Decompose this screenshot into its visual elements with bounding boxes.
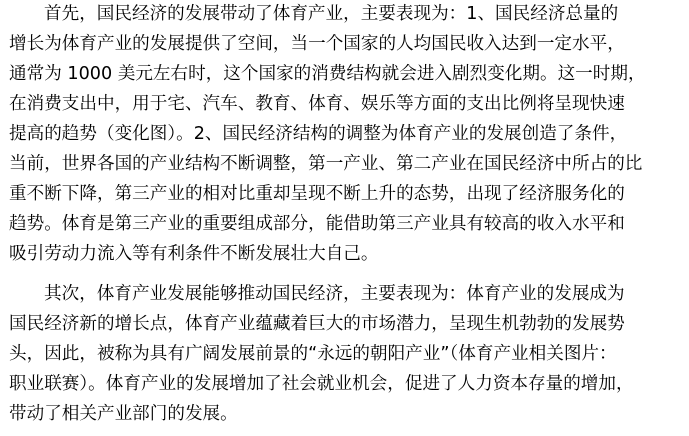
paragraph-2-line-2: 国民经济新的增长点，体育产业蕴藏着巨大的市场潜力，呈现生机勃勃的发展势 xyxy=(9,314,625,334)
paragraph-1-line-1: 首先，国民经济的发展带动了体育产业，主要表现为：1、国民经济总量的 xyxy=(44,4,619,24)
paragraph-2-line-5: 带动了相关产业部门的发展。 xyxy=(9,404,238,424)
paragraph-1-line-6: 当前，世界各国的产业结构不断调整，第一产业、第二产业在国民经济中所占的比 xyxy=(9,154,643,174)
paragraph-1-line-4: 在消费支出中，用于宅、汽车、教育、体育、娱乐等方面的支出比例将呈现快速 xyxy=(9,94,625,114)
paragraph-1-line-5: 提高的趋势（变化图）。2、国民经济结构的调整为体育产业的发展创造了条件， xyxy=(9,124,628,144)
paragraph-2-line-4: 职业联赛）。体育产业的发展增加了社会就业机会，促进了人力资本存量的增加， xyxy=(9,374,634,394)
paragraph-1-line-3: 通常为 1000 美元左右时，这个国家的消费结构就会进入剧烈变化期。这一时期， xyxy=(9,64,646,84)
paragraph-1-line-9: 吸引劳动力流入等有利条件不断发展壮大自己。 xyxy=(9,244,379,264)
paragraph-1-line-2: 增长为体育产业的发展提供了空间，当一个国家的人均国民收入达到一定水平， xyxy=(9,34,625,54)
paragraph-1-line-7: 重不断下降，第三产业的相对比重却呈现不断上升的态势，出现了经济服务化的 xyxy=(9,184,625,204)
paragraph-2-line-1: 其次，体育产业发展能够推动国民经济，主要表现为：体育产业的发展成为 xyxy=(44,284,625,304)
paragraph-1-line-8: 趋势。体育是第三产业的重要组成部分，能借助第三产业具有较高的收入水平和 xyxy=(9,214,625,234)
paragraph-2-line-3: 头，因此，被称为具有广阔发展前景的“永远的朝阳产业”（体育产业相关图片： xyxy=(9,344,617,364)
